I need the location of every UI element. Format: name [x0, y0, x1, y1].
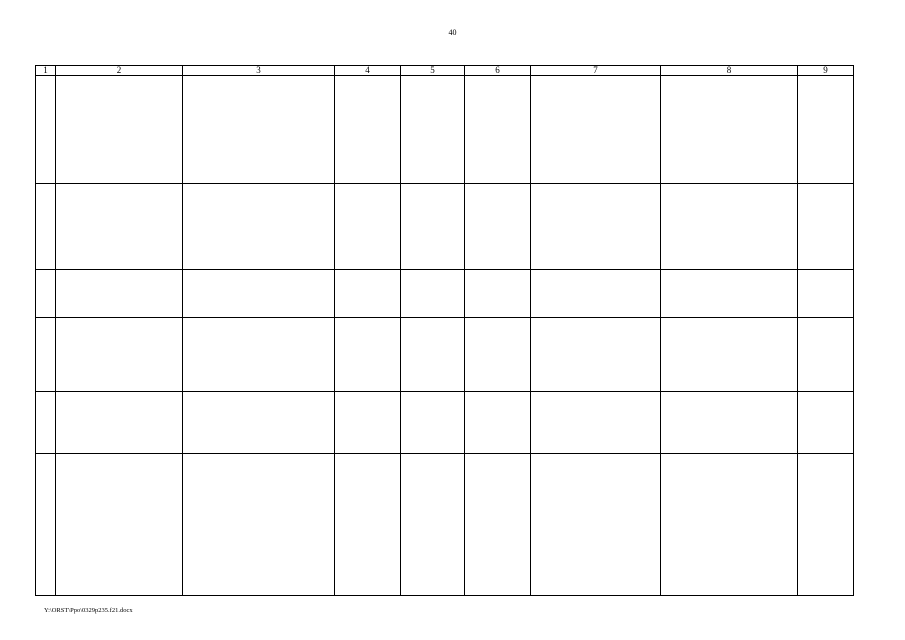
table-cell — [36, 270, 56, 318]
table-cell — [465, 184, 531, 270]
document-file-path: Y:\ORST\Ppo\0329p235.f21.docx — [44, 607, 133, 614]
table-cell — [335, 454, 401, 596]
table-cell — [183, 318, 335, 392]
table-cell — [401, 270, 465, 318]
table-cell — [465, 76, 531, 184]
table-cell — [661, 76, 798, 184]
table-cell — [531, 270, 661, 318]
column-header: 2 — [56, 66, 183, 76]
column-header: 9 — [798, 66, 854, 76]
table-cell — [56, 392, 183, 454]
table-cell — [36, 454, 56, 596]
measures-table — [35, 65, 854, 596]
table-cell — [401, 392, 465, 454]
table-cell — [335, 76, 401, 184]
column-header: 6 — [465, 66, 531, 76]
table-cell — [531, 392, 661, 454]
table-cell — [531, 318, 661, 392]
table-cell — [335, 270, 401, 318]
table-cell — [465, 392, 531, 454]
table-cell — [531, 184, 661, 270]
table-cell — [401, 454, 465, 596]
table-cell — [335, 318, 401, 392]
table-cell — [798, 392, 854, 454]
table-cell — [661, 270, 798, 318]
table-row — [36, 184, 854, 270]
table-cell — [335, 392, 401, 454]
table-row — [36, 270, 854, 318]
table-cell — [183, 270, 335, 318]
table-cell — [36, 184, 56, 270]
table-cell — [183, 184, 335, 270]
table-cell — [531, 454, 661, 596]
table-row — [36, 318, 854, 392]
table-cell — [56, 318, 183, 392]
table-cell — [661, 318, 798, 392]
table-cell — [36, 392, 56, 454]
table-cell — [661, 454, 798, 596]
table-cell — [798, 454, 854, 596]
table-cell — [798, 318, 854, 392]
column-header: 4 — [335, 66, 401, 76]
table-row — [36, 454, 854, 596]
table-cell — [401, 184, 465, 270]
table-cell — [531, 76, 661, 184]
column-header: 7 — [531, 66, 661, 76]
column-header: 5 — [401, 66, 465, 76]
table-cell — [798, 76, 854, 184]
table-cell — [56, 454, 183, 596]
table-cell — [798, 270, 854, 318]
table-cell — [56, 270, 183, 318]
table-cell — [335, 184, 401, 270]
column-header: 8 — [661, 66, 798, 76]
table-cell — [183, 454, 335, 596]
table-cell — [661, 184, 798, 270]
table-row — [36, 392, 854, 454]
table-cell — [465, 318, 531, 392]
table-cell — [798, 184, 854, 270]
header-row — [36, 66, 854, 76]
table-cell — [36, 318, 56, 392]
table-cell — [661, 392, 798, 454]
table-cell — [401, 318, 465, 392]
table-cell — [401, 76, 465, 184]
column-header: 3 — [183, 66, 335, 76]
column-header: 1 — [36, 66, 56, 76]
table-cell — [183, 76, 335, 184]
page-number: 40 — [448, 28, 457, 37]
table-row — [36, 76, 854, 184]
table-cell — [56, 184, 183, 270]
table-cell — [465, 270, 531, 318]
table-cell — [183, 392, 335, 454]
table-cell — [465, 454, 531, 596]
table-cell — [36, 76, 56, 184]
table-cell — [56, 76, 183, 184]
